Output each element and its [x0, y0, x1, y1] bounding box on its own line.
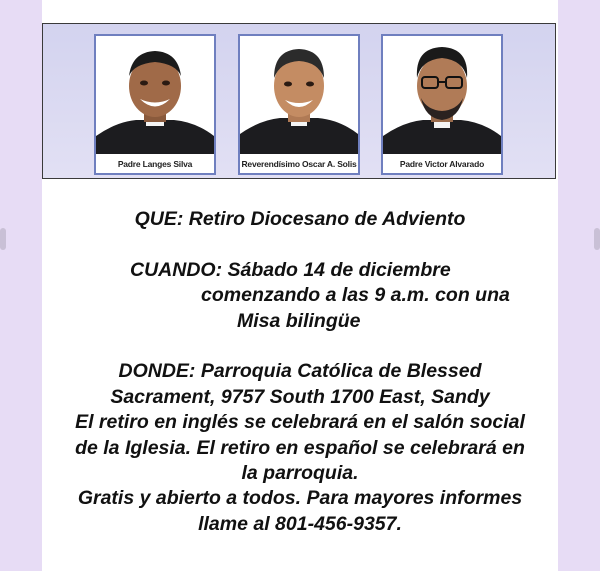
priest-glasses-portrait-icon: [383, 36, 501, 154]
que-line: QUE: Retiro Diocesano de Adviento: [134, 208, 466, 230]
cuando-line-3: Misa bilingüe: [237, 309, 361, 332]
cuando-line: CUANDO: Sábado 14 de diciembre: [130, 258, 451, 281]
priest-photo: [96, 36, 214, 154]
page-curl-right: [594, 228, 600, 250]
phone-line: llame al 801-456-9357.: [198, 512, 402, 535]
cuando-line-2: comenzando a las 9 a.m. con una: [201, 284, 510, 307]
priest-photo-strip: [42, 23, 556, 179]
retiro-ingles-line: El retiro en inglés se celebrará en el salón social: [75, 411, 525, 434]
priest-card-victor-alvarado: [381, 34, 503, 175]
donde-line: DONDE: Parroquia Católica de Blessed: [118, 360, 482, 383]
priest-photo: [240, 36, 358, 154]
page-curl-left: [0, 228, 6, 250]
retiro-espanol-line: de la Iglesia. El retiro en español se celebrará en: [75, 436, 525, 459]
priest-card-langes-silva: [94, 34, 216, 175]
parroquia-line: la parroquia.: [241, 461, 359, 484]
gratis-line: Gratis y abierto a todos. Para mayores informes: [77, 487, 523, 510]
priest-card-oscar-solis: [238, 34, 360, 175]
donde-line-2: Sacrament, 9757 South 1700 East, Sandy: [110, 385, 490, 408]
priest-photo: [383, 36, 501, 154]
priest-caption: Padre Langes Silva: [117, 159, 193, 169]
event-details: [42, 207, 558, 537]
priest-caption: Reverendísimo Oscar A. Solis: [241, 159, 357, 169]
bishop-portrait-icon: [240, 36, 358, 154]
priest-portrait-icon: [96, 36, 214, 154]
priest-caption: Padre Victor Alvarado: [399, 159, 485, 169]
